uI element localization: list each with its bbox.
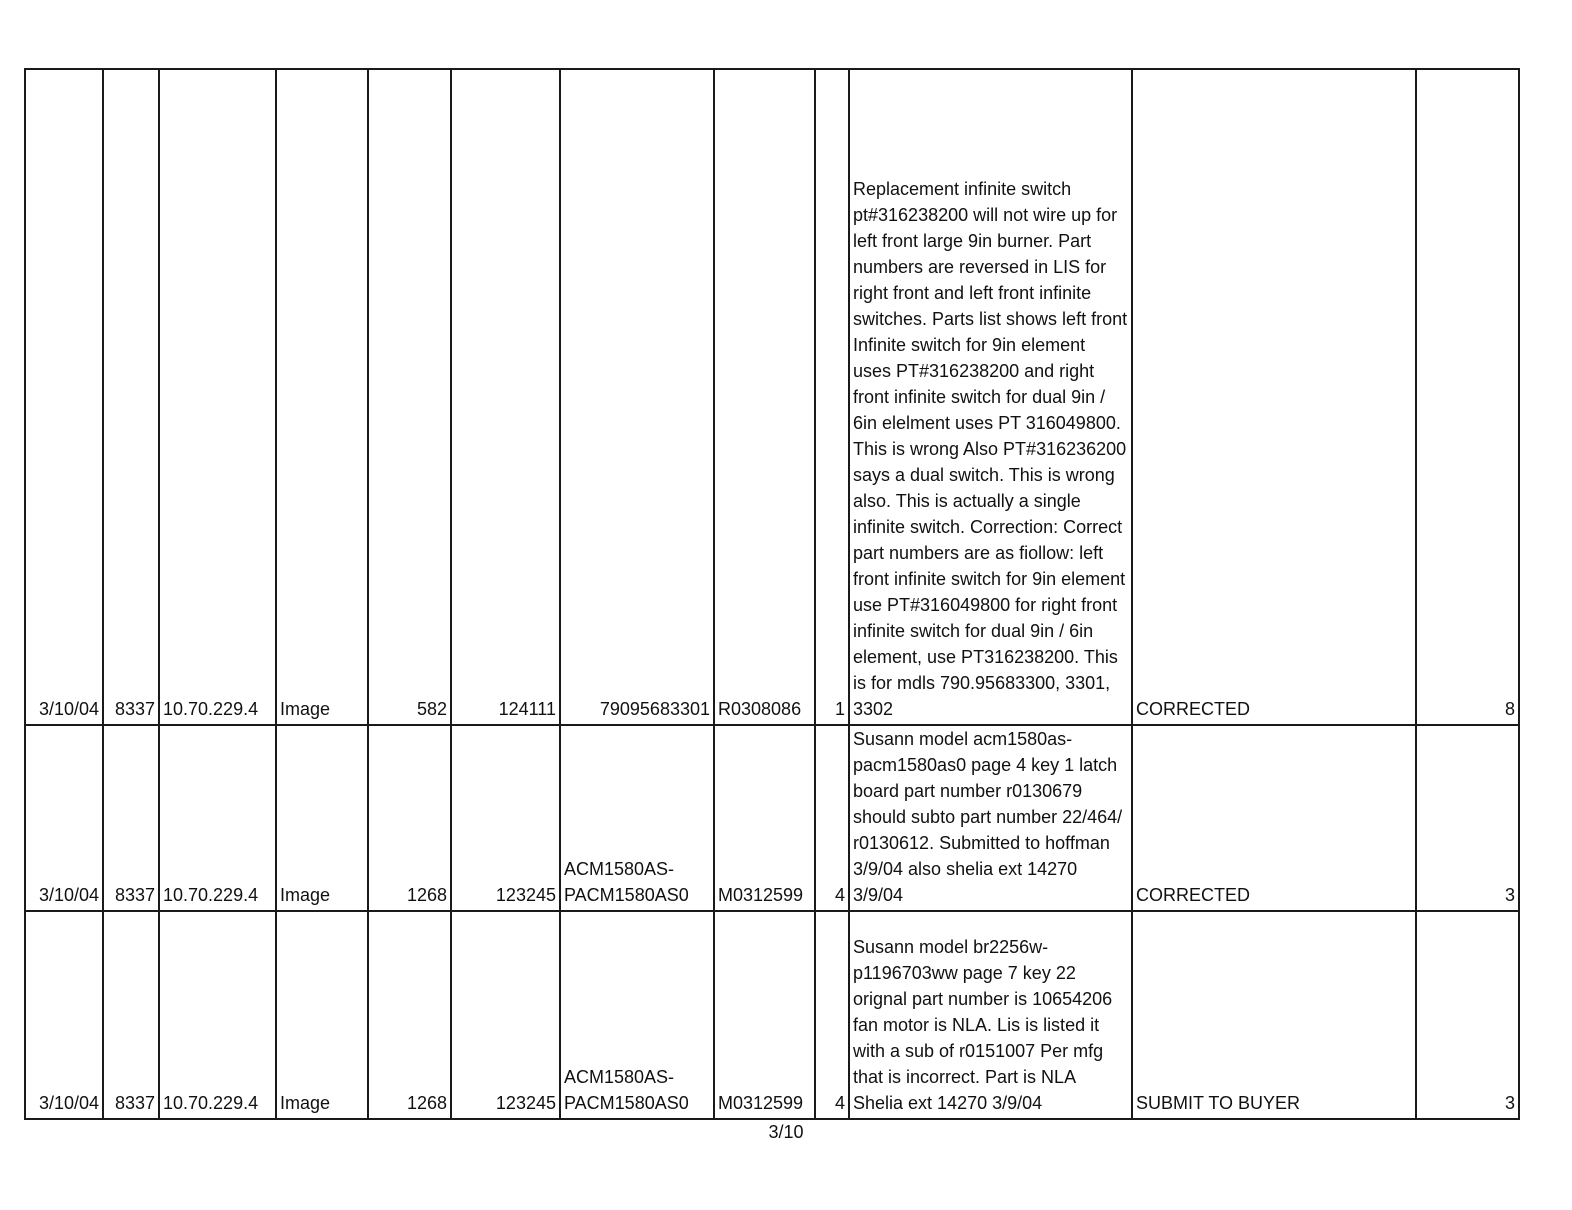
source-cell: Image <box>276 69 368 725</box>
key-cell: 1 <box>815 69 849 725</box>
model-number-cell: ACM1580AS-PACM1580AS0 <box>560 911 714 1119</box>
count-cell: 3 <box>1416 725 1519 911</box>
date-cell: 3/10/04 <box>25 69 103 725</box>
part-number-cell: R0308086 <box>714 69 815 725</box>
source-cell: Image <box>276 725 368 911</box>
page-cell: 1268 <box>368 911 451 1119</box>
user-id-cell: 8337 <box>103 725 159 911</box>
status-cell: SUBMIT TO BUYER <box>1132 911 1416 1119</box>
model-number-cell: ACM1580AS-PACM1580AS0 <box>560 725 714 911</box>
record-id-cell: 123245 <box>451 725 560 911</box>
page-number: 3/10 <box>768 1122 804 1142</box>
source-cell: Image <box>276 911 368 1119</box>
status-cell: CORRECTED <box>1132 69 1416 725</box>
ip-address-cell: 10.70.229.4 <box>159 725 276 911</box>
page-cell: 1268 <box>368 725 451 911</box>
page-cell: 582 <box>368 69 451 725</box>
ip-address-cell: 10.70.229.4 <box>159 911 276 1119</box>
date-cell: 3/10/04 <box>25 911 103 1119</box>
status-cell: CORRECTED <box>1132 725 1416 911</box>
record-id-cell: 124111 <box>451 69 560 725</box>
user-id-cell: 8337 <box>103 911 159 1119</box>
part-number-cell: M0312599 <box>714 911 815 1119</box>
record-id-cell: 123245 <box>451 911 560 1119</box>
model-number-cell: 79095683301 <box>560 69 714 725</box>
count-cell: 3 <box>1416 911 1519 1119</box>
comment-cell: Susann model br2256w-p1196703ww page 7 key 22 orignal part number is 10654206 fan motor is NLA. Lis is listed it with a sub of r0151007 Per mfg that is incorrect. Part is NLA Shelia ext 14270 3/9/04 <box>849 911 1132 1119</box>
key-cell: 4 <box>815 911 849 1119</box>
date-cell: 3/10/04 <box>25 725 103 911</box>
ip-address-cell: 10.70.229.4 <box>159 69 276 725</box>
table-row <box>25 911 1519 1119</box>
issue-log-table <box>24 68 1520 1120</box>
user-id-cell: 8337 <box>103 69 159 725</box>
table-row <box>25 725 1519 911</box>
comment-cell: Replacement infinite switch pt#316238200 will not wire up for left front large 9in burner. Part numbers are reversed in LIS for right front and left front infinite switches. Parts list shows left front Infinite switch for 9in element uses PT#316238200 and right front infinite switch for dual 9in / 6in elelment uses PT 316049800. This is wrong Also PT#316236200 says a dual switch. This is wrong also. This is actually a single infinite switch. Correction: Correct part numbers are as fiollow: left front infinite switch for 9in element use PT#316049800 for right front infinite switch for dual 9in / 6in element, use PT316238200. This is for mdls 790.95683300, 3301, 3302 <box>849 69 1132 725</box>
comment-cell: Susann model acm1580as-pacm1580as0 page 4 key 1 latch board part number r0130679 should subto part number 22/464/ r0130612. Submitted to hoffman 3/9/04 also shelia ext 14270 3/9/04 <box>849 725 1132 911</box>
part-number-cell: M0312599 <box>714 725 815 911</box>
key-cell: 4 <box>815 725 849 911</box>
count-cell: 8 <box>1416 69 1519 725</box>
table-row <box>25 69 1519 725</box>
